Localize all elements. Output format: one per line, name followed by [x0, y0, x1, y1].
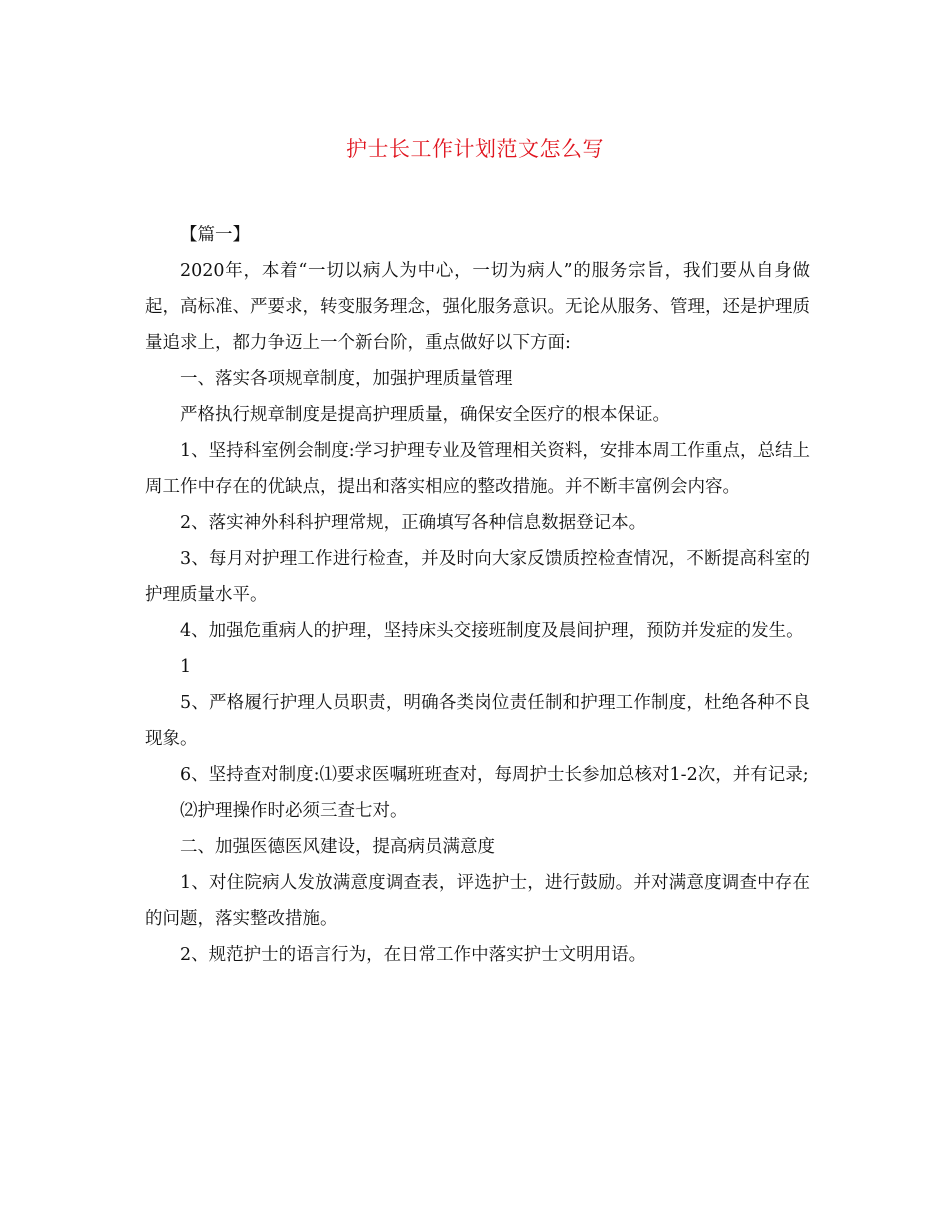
list-item: 6、坚持查对制度:⑴要求医嘱班班查对，每周护士长参加总核对1-2次，并有记录; — [180, 765, 809, 785]
document-body — [145, 217, 810, 973]
page-number: 1 — [180, 657, 192, 677]
list-item: 2、规范护士的语言行为，在日常工作中落实护士文明用语。 — [180, 945, 647, 965]
list-item: 1、对住院病人发放满意度调查表，评选护士，进行鼓励。并对满意度调查中存在的问题，落实整改措施。 — [145, 873, 810, 929]
paragraph: 严格执行规章制度是提高护理质量，确保安全医疗的根本保证。 — [180, 405, 670, 425]
paragraph: 2020年，本着“一切以病人为中心，一切为病人”的服务宗旨，我们要从自身做起，高标准、严要求，转变服务理念，强化服务意识。无论从服务、管理，还是护理质量追求上，都力争迈上一个新台阶，重点做好以下方面: — [145, 261, 810, 353]
section-heading: 二、加强医德医风建设，提高病员满意度 — [180, 837, 495, 857]
section-heading: 一、落实各项规章制度，加强护理质量管理 — [180, 369, 513, 389]
list-item: 5、严格履行护理人员职责，明确各类岗位责任制和护理工作制度，杜绝各种不良现象。 — [145, 693, 810, 749]
list-item: 2、落实神外科科护理常规，正确填写各种信息数据登记本。 — [180, 513, 647, 533]
list-item: ⑵护理操作时必须三查七对。 — [180, 801, 408, 821]
list-item: 3、每月对护理工作进行检查，并及时向大家反馈质控检查情况，不断提高科室的护理质量水平。 — [145, 549, 810, 605]
section-heading: 【篇一】 — [180, 225, 250, 245]
list-item: 1、坚持科室例会制度:学习护理专业及管理相关资料，安排本周工作重点，总结上周工作中存在的优缺点，提出和落实相应的整改措施。并不断丰富例会内容。 — [145, 441, 810, 497]
list-item: 4、加强危重病人的护理，坚持床头交接班制度及晨间护理，预防并发症的发生。 — [180, 621, 804, 641]
document-title: 护士长工作计划范文怎么写 — [346, 137, 604, 161]
